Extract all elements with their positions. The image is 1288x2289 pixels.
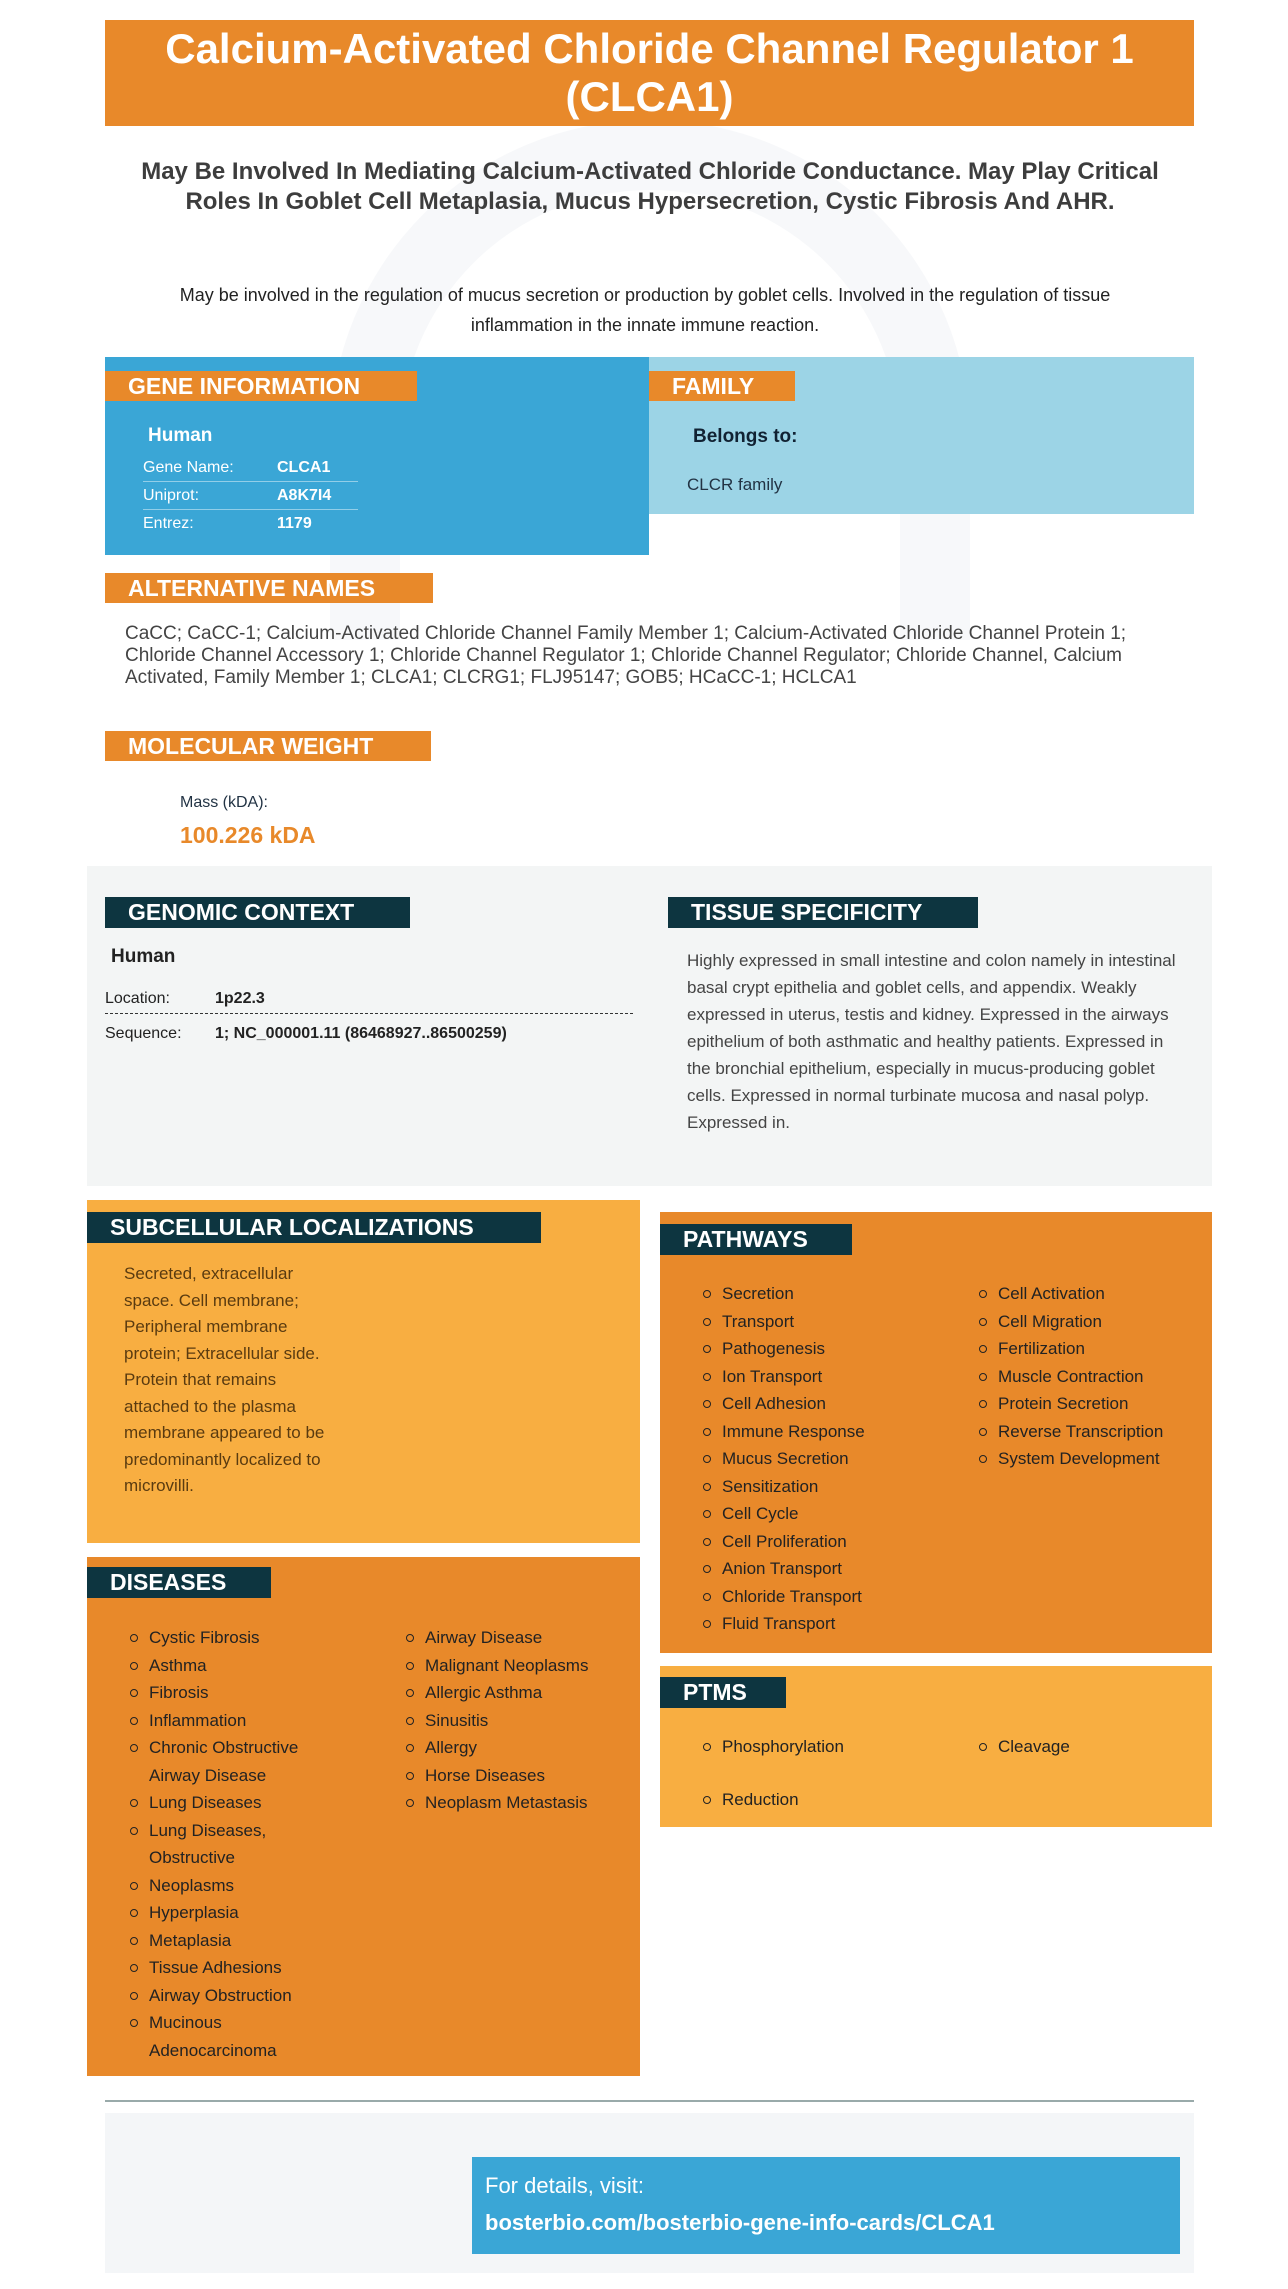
ptm-item: Cleavage bbox=[979, 1733, 1179, 1761]
pathway-item: Cell Activation bbox=[979, 1280, 1199, 1308]
gene-row-value: CLCA1 bbox=[277, 458, 331, 476]
disease-item: Fibrosis bbox=[130, 1679, 330, 1707]
genomic-location-row bbox=[105, 985, 633, 1014]
pathway-item: Chloride Transport bbox=[703, 1583, 963, 1611]
page-title: Calcium-Activated Chloride Channel Regulator 1 (CLCA1) bbox=[165, 25, 1134, 120]
subcellular-heading: SUBCELLULAR LOCALIZATIONS bbox=[87, 1212, 541, 1243]
disease-item: Asthma bbox=[130, 1652, 330, 1680]
disease-item: Hyperplasia bbox=[130, 1899, 330, 1927]
family-value: CLCR family bbox=[687, 475, 783, 494]
disease-item: Lung Diseases bbox=[130, 1789, 330, 1817]
sequence-key: Sequence: bbox=[105, 1025, 182, 1042]
pathway-item: Cell Migration bbox=[979, 1308, 1199, 1336]
visit-details-box[interactable] bbox=[472, 2157, 1180, 2254]
visit-url-link[interactable]: bosterbio.com/bosterbio-gene-info-cards/CLCA1 bbox=[485, 2210, 995, 2235]
pathway-item: Reverse Transcription bbox=[979, 1418, 1199, 1446]
alternative-names-text: CaCC; CaCC-1; Calcium-Activated Chloride Channel Family Member 1; Calcium-Activated Chloride Channel Protein 1; Chloride Channel Accessory 1; Chloride Channel Regulator 1; Chloride Channel Regulator; Chloride Channel, Calcium Activated, Family Member 1; CLCA1; CLCRG1; FLJ95147; GOB5; HCaCC-1; HCLCA1 bbox=[125, 623, 1127, 688]
subcellular-text: Secreted, extracellular space. Cell membrane; Peripheral membrane protein; Extracellular side. Protein that remains attached to the plasma membrane appeared to be predominantly localized to microvilli. bbox=[124, 1264, 325, 1495]
ptm-item: Reduction bbox=[703, 1786, 943, 1814]
genomic-species: Human bbox=[111, 946, 176, 967]
pathway-item: Pathogenesis bbox=[703, 1335, 963, 1363]
function-summary: May be involved in the regulation of mucus secretion or production by goblet cells. Involved in the regulation of tissue inflammation in the innate immune reaction. bbox=[179, 285, 1111, 335]
gene-row-name bbox=[143, 454, 358, 482]
family-belongs-to: Belongs to: bbox=[693, 426, 798, 447]
disease-item: Airway Obstruction bbox=[130, 1982, 330, 2010]
disease-item: Horse Diseases bbox=[406, 1762, 631, 1790]
sequence-value: 1; NC_000001.11 (86468927..86500259) bbox=[215, 1025, 507, 1042]
title-banner bbox=[105, 20, 1194, 126]
ptm-item: Phosphorylation bbox=[703, 1733, 943, 1761]
mass-label: Mass (kDA): bbox=[180, 794, 268, 811]
pathway-item: Cell Adhesion bbox=[703, 1390, 963, 1418]
pathways-heading: PATHWAYS bbox=[660, 1224, 852, 1255]
diseases-heading: DISEASES bbox=[87, 1567, 271, 1598]
gene-row-key: Uniprot: bbox=[143, 486, 200, 504]
tissue-specificity-heading: TISSUE SPECIFICITY bbox=[668, 897, 978, 928]
disease-item: Allergy bbox=[406, 1734, 631, 1762]
page-subtitle: May Be Involved In Mediating Calcium-Activated Chloride Conductance. May Play Critical Roles In Goblet Cell Metaplasia, Mucus Hypersecretion, Cystic Fibrosis And AHR. bbox=[141, 158, 1159, 215]
footer-divider bbox=[105, 2100, 1194, 2102]
disease-item: Cystic Fibrosis bbox=[130, 1624, 330, 1652]
alternative-names-heading: ALTERNATIVE NAMES bbox=[105, 573, 433, 603]
gene-row-entrez bbox=[143, 510, 358, 537]
ptms-list-right bbox=[979, 1733, 1179, 1786]
disease-item: Metaplasia bbox=[130, 1927, 330, 1955]
pathway-item: Immune Response bbox=[703, 1418, 963, 1446]
disease-item: Allergic Asthma bbox=[406, 1679, 631, 1707]
pathway-item: Fluid Transport bbox=[703, 1610, 963, 1638]
disease-item: Neoplasms bbox=[130, 1872, 330, 1900]
molecular-weight-heading: MOLECULAR WEIGHT bbox=[105, 731, 431, 761]
pathway-item: Cell Proliferation bbox=[703, 1528, 963, 1556]
diseases-list-right bbox=[406, 1624, 631, 1817]
disease-item: Sinusitis bbox=[406, 1707, 631, 1735]
pathways-list-right bbox=[979, 1280, 1199, 1473]
family-heading: FAMILY bbox=[649, 371, 795, 401]
location-key: Location: bbox=[105, 990, 170, 1007]
disease-item: Inflammation bbox=[130, 1707, 330, 1735]
pathway-item: Fertilization bbox=[979, 1335, 1199, 1363]
pathway-item: Transport bbox=[703, 1308, 963, 1336]
pathway-item: Protein Secretion bbox=[979, 1390, 1199, 1418]
pathway-item: Sensitization bbox=[703, 1473, 963, 1501]
pathway-item: Anion Transport bbox=[703, 1555, 963, 1583]
genomic-sequence-row bbox=[105, 1020, 633, 1048]
ptms-heading: PTMS bbox=[660, 1677, 786, 1708]
gene-row-key: Gene Name: bbox=[143, 458, 234, 476]
visit-label: For details, visit: bbox=[485, 2173, 644, 2198]
disease-item: Airway Disease bbox=[406, 1624, 631, 1652]
genomic-context-heading: GENOMIC CONTEXT bbox=[105, 897, 410, 928]
gene-row-value: 1179 bbox=[277, 514, 312, 532]
gene-info-table bbox=[143, 454, 358, 537]
gene-row-uniprot bbox=[143, 482, 358, 510]
pathway-item: Muscle Contraction bbox=[979, 1363, 1199, 1391]
pathways-list-left bbox=[703, 1280, 963, 1638]
diseases-list-left bbox=[130, 1624, 330, 2064]
mass-value: 100.226 kDA bbox=[180, 822, 316, 848]
disease-item: Tissue Adhesions bbox=[130, 1954, 330, 1982]
location-value: 1p22.3 bbox=[215, 990, 265, 1007]
disease-item: Chronic Obstructive Airway Disease bbox=[130, 1734, 330, 1789]
disease-item: Malignant Neoplasms bbox=[406, 1652, 631, 1680]
tissue-specificity-text: Highly expressed in small intestine and colon namely in intestinal basal crypt epithelia and goblet cells, and appendix. Weakly expressed in uterus, testis and kidney. Expressed in the airways epithelium of both asthmatic and healthy patients. Expressed in the bronchial epithelium, especially in mucus-producing goblet cells. Expressed in normal turbinate mucosa and nasal polyp. Expressed in. bbox=[687, 951, 1176, 1132]
gene-row-value: A8K7I4 bbox=[277, 486, 332, 504]
gene-information-heading: GENE INFORMATION bbox=[105, 371, 417, 401]
gene-row-key: Entrez: bbox=[143, 514, 194, 532]
ptms-list-left bbox=[703, 1733, 943, 1838]
disease-item: Neoplasm Metastasis bbox=[406, 1789, 631, 1817]
disease-item: Mucinous Adenocarcinoma bbox=[130, 2009, 330, 2064]
disease-item: Lung Diseases, Obstructive bbox=[130, 1817, 330, 1872]
pathway-item: Cell Cycle bbox=[703, 1500, 963, 1528]
pathway-item: Ion Transport bbox=[703, 1363, 963, 1391]
pathway-item: System Development bbox=[979, 1445, 1199, 1473]
gene-species: Human bbox=[148, 425, 213, 446]
pathway-item: Secretion bbox=[703, 1280, 963, 1308]
pathway-item: Mucus Secretion bbox=[703, 1445, 963, 1473]
